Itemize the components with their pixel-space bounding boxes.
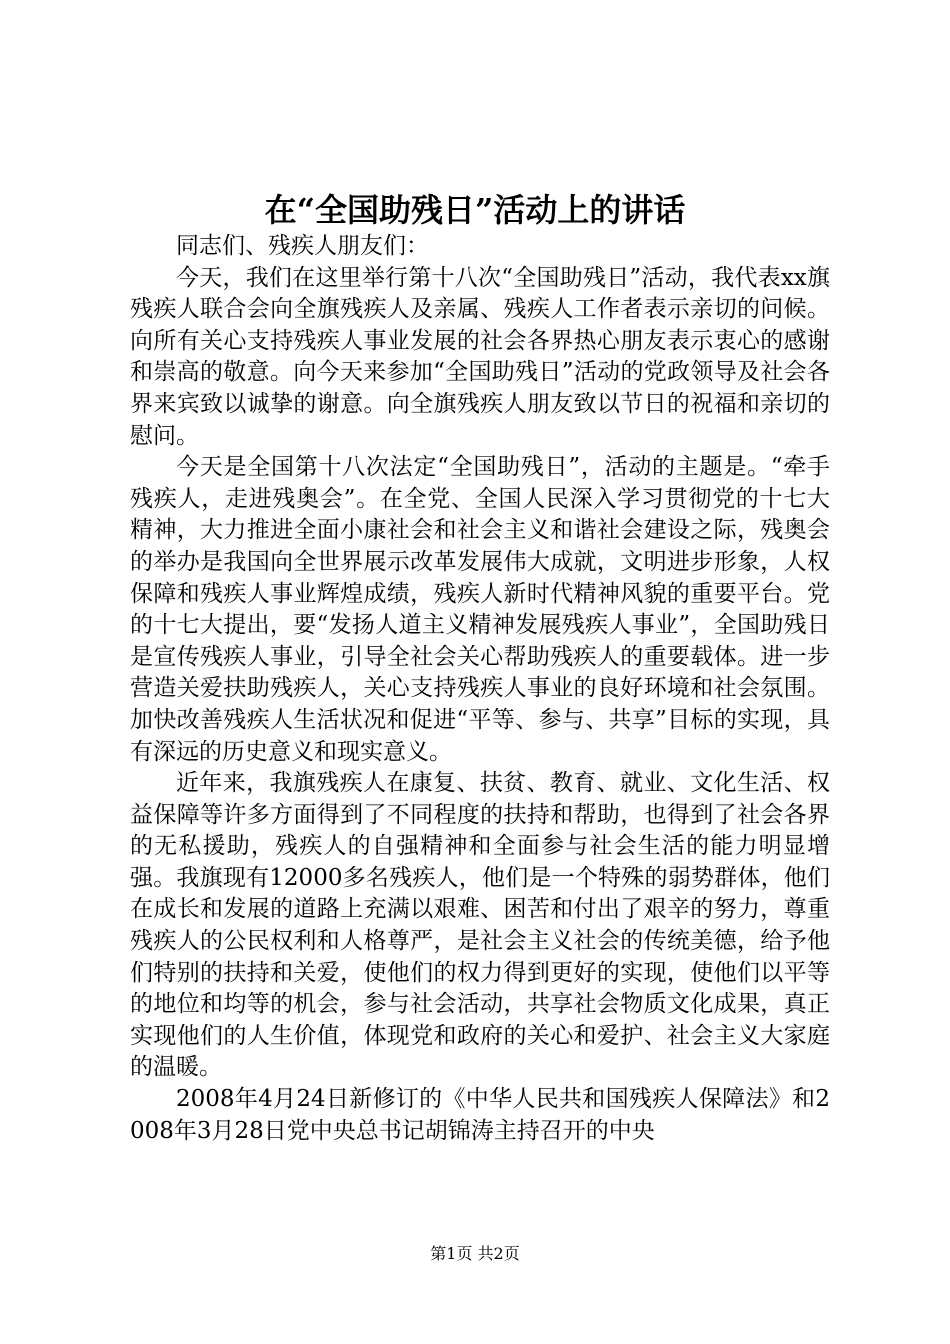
salutation: 同志们、残疾人朋友们： (176, 233, 429, 259)
paragraph-progress: 近年来，我旗残疾人在康复、扶贫、教育、就业、文化生活、权益保障等许多方面得到了不同程度的扶持和帮助，也得到了社会各界的无私援助，残疾人的自强精神和全面参与社会生活的能力明显增强。我旗现有12000多名残疾人，他们是一个特殊的弱势群体，他们在成长和发展的道路上充满以艰难、困苦和付出了艰辛的努力，尊重残疾人的公民权利和人格尊严，是社会主义社会的传统美德，给予他们特别的扶持和关爱，使他们的权力得到更好的实现，使他们以平等的地位和均等的机会，参与社会活动，共享社会物质文化成果，真正实现他们的人生价值，体现党和政府的关心和爱护、社会主义大家庭的温暖。 (130, 770, 830, 1081)
paragraph-theme: 今天是全国第十八次法定“全国助残日”，活动的主题是。“牵手残疾人，走进残奥会”。在全党、全国人民深入学习贯彻党的十七大精神，大力推进全面小康社会和社会主义和谐社会建设之际，残奥会的举办是我国向全世界展示改革发展伟大成就，文明进步形象，人权保障和残疾人事业辉煌成绩，残疾人新时代精神风貌的重要平台。党的十七大提出，要“发扬人道主义精神发展残疾人事业”，全国助残日是宣传残疾人事业，引导全社会关心帮助残疾人的重要载体。进一步营造关爱扶助残疾人，关心支持残疾人事业的良好环境和社会氛围。加快改善残疾人生活状况和促进“平等、参与、共享”目标的实现，具有深远的历史意义和现实意义。 (130, 454, 830, 765)
paragraph-law: 2008年4月24日新修订的《中华人民共和国残疾人保障法》和2008年3月28日党中央总书记胡锦涛主持召开的中央 (130, 1086, 830, 1144)
document-body (130, 231, 830, 1147)
document-title: 在“全国助残日”活动上的讲话 (264, 191, 686, 229)
paragraph-greeting: 今天，我们在这里举行第十八次“全国助残日”活动，我代表xx旗残疾人联合会向全旗残疾人及亲属、残疾人工作者表示亲切的问候。向所有关心支持残疾人事业发展的社会各界热心朋友表示衷心的感谢和崇高的敬意。向今天来参加“全国助残日”活动的党政领导及社会各界来宾致以诚挚的谢意。向全旗残疾人朋友致以节日的祝福和亲切的慰问。 (130, 264, 830, 449)
page-footer: 第1页 共2页 (430, 1244, 520, 1263)
